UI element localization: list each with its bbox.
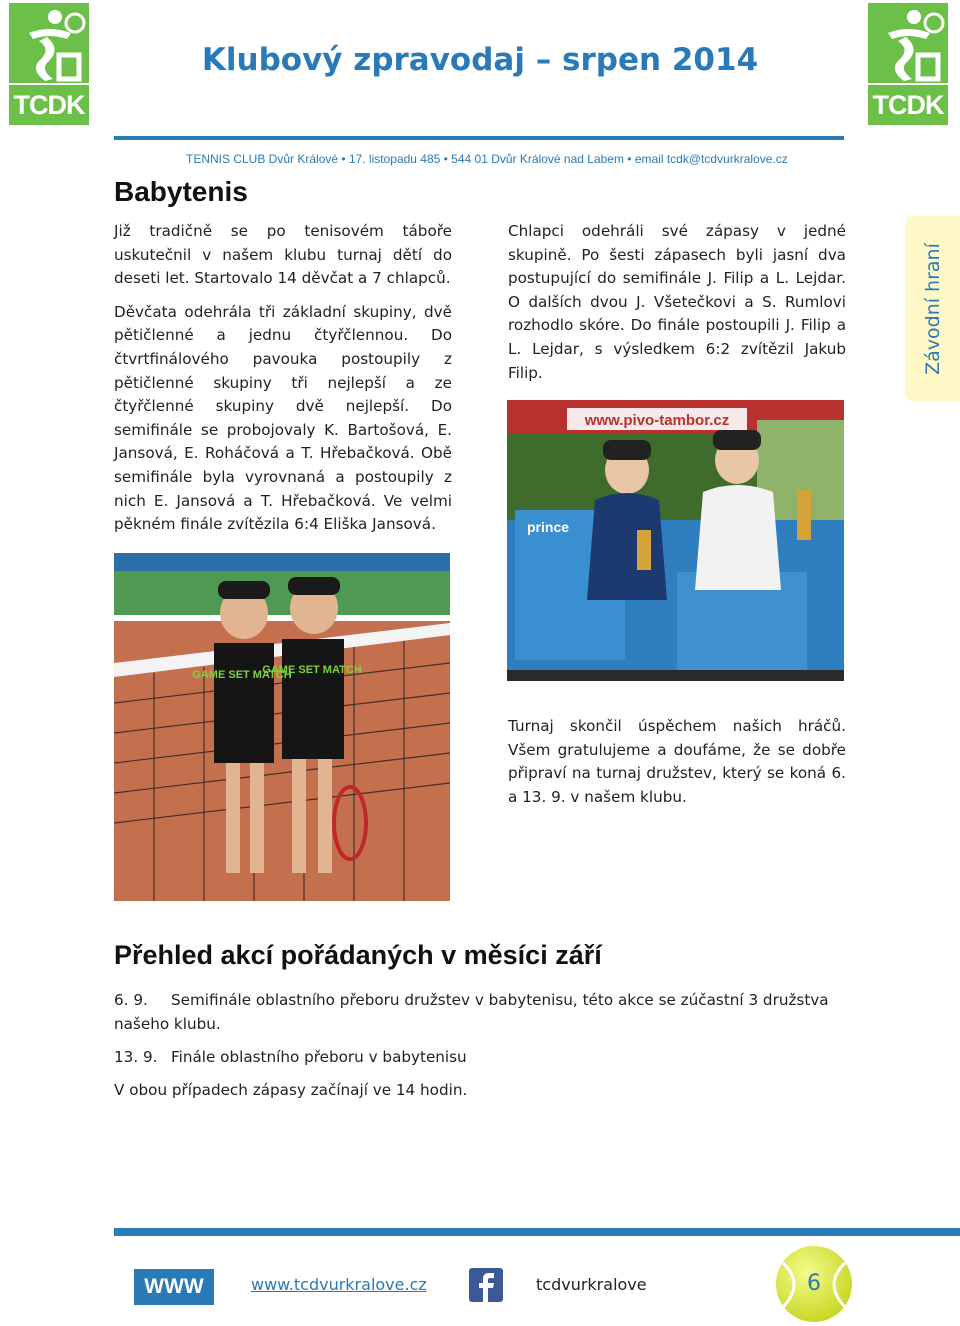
logo-lettering: TCDK — [9, 85, 89, 125]
events-section-title: Přehled akcí pořádaných v měsíci září — [114, 940, 602, 970]
shirt-text: GAME SET MATCH — [262, 664, 362, 676]
page-number: 6 — [807, 1271, 821, 1296]
tennis-player-logo-icon — [9, 3, 89, 83]
tennis-player-logo-icon — [868, 3, 948, 83]
photo-banner-text: www.pivo-tambor.cz — [584, 412, 730, 429]
www-badge: WWW — [134, 1269, 214, 1305]
event-text: Semifinále oblastního přeboru družstev v babytenisu, této akce se zúčastní 3 družstva našeho klubu. — [114, 991, 829, 1033]
girls-finalists-photo — [114, 553, 450, 901]
section-side-tab — [905, 216, 960, 401]
article-title: Babytenis — [114, 176, 248, 207]
club-logo-right — [868, 3, 948, 125]
boys-winners-photo — [507, 400, 844, 681]
event-date: 13. 9. — [114, 1048, 158, 1066]
article-closing — [508, 715, 846, 809]
website-link[interactable]: www.tcdvurkralove.cz — [251, 1275, 427, 1294]
events-list — [114, 988, 854, 1111]
event-text: Finále oblastního přeboru v babytenisu — [171, 1048, 467, 1066]
article-paragraph: Chlapci odehráli své zápasy v jedné skupině. Po šesti zápasech byli jasní dva postupující do semifinále J. Filip a L. Lejdar. O dalších dvou J. Všetečkovi a S. Rumlovi rozhodlo skóre. Do finále postoupili J. Filip a L. Lejdar, s výsledkem 6:2 zvítězil Jakub Filip. — [508, 222, 846, 382]
facebook-name: tcdvurkralove — [536, 1275, 647, 1294]
facebook-icon[interactable] — [469, 1268, 503, 1302]
footer-divider — [114, 1228, 960, 1236]
article-left-column — [114, 220, 452, 537]
logo-lettering: TCDK — [868, 85, 948, 125]
article-paragraph: Turnaj skončil úspěchem našich hráčů. Všem gratulujeme a doufáme, že se dobře připraví na turnaj družstev, který se koná 6. a 13. 9. v našem klubu. — [508, 717, 846, 806]
side-tab-label: Závodní hraní — [921, 242, 944, 375]
article-paragraph: Děvčata odehrála tři základní skupiny, dvě pětičlenné a jednu čtyřčlennou. Do čtvrtfinálového pavouka postoupily z pětičlenné skupiny tři nejlepší a ze čtyřčlenné skupiny dvě nejlepší. Do semifinále se probojovaly K. Bartošová, E. Jansová, E. Roháčová a T. Hřebačková. Obě semifinále byla vyrovnaná a postoupily z nich E. Jansová a T. Hřebačková. Ve velmi pěkném finále zvítězila 6:4 Eliška Jansová. — [114, 302, 452, 534]
girls-photo-illustration — [114, 553, 450, 901]
article-right-column — [508, 220, 846, 385]
club-logo-left — [9, 3, 89, 125]
event-item — [114, 988, 854, 1036]
newsletter-title: Klubový zpravodaj – srpen 2014 — [201, 42, 759, 78]
sponsor-text: prince — [527, 519, 570, 535]
club-contact-line: TENNIS CLUB Dvůr Králové • 17. listopadu 485 • 544 01 Dvůr Králové nad Labem • email tcdk@tcdvurkralove.cz — [186, 152, 788, 166]
event-date: 6. 9. — [114, 991, 148, 1009]
header-divider — [114, 136, 844, 140]
shirt-text: GAME SET MATCH — [192, 669, 292, 681]
events-note: V obou případech zápasy začínají ve 14 hodin. — [114, 1081, 468, 1099]
boys-photo-illustration — [507, 400, 844, 681]
article-paragraph: Již tradičně se po tenisovém táboře uskutečnil v našem klubu turnaj dětí do deseti let. Startovalo 14 děvčat a 7 chlapců. — [114, 222, 452, 288]
event-item — [114, 1045, 854, 1069]
